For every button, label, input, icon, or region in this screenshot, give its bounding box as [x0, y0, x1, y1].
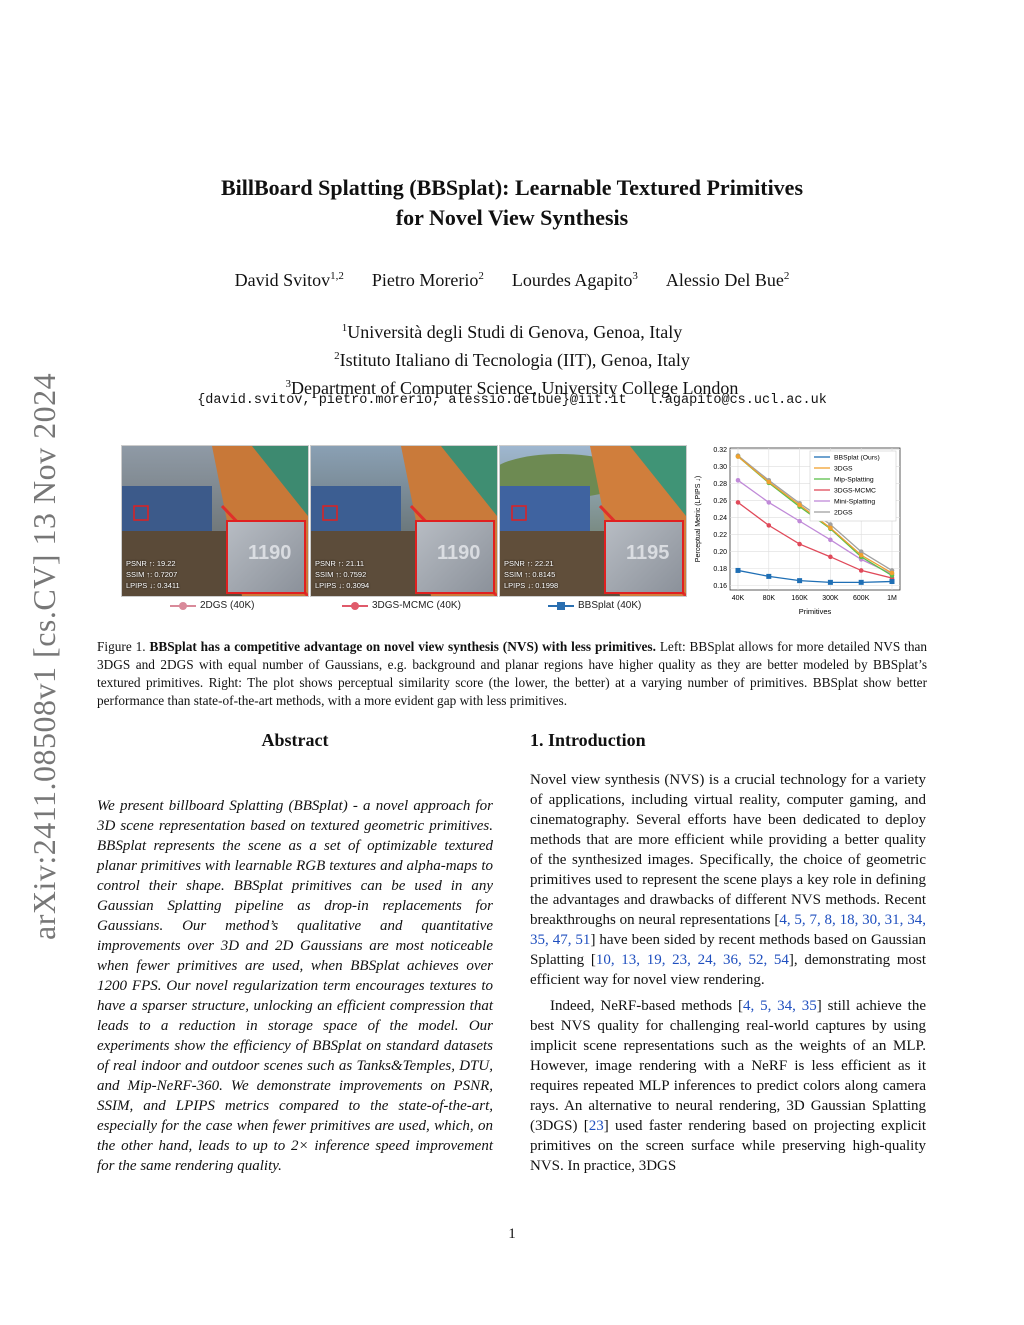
zoom-inset: 1190: [415, 520, 495, 594]
x-tick-label: 40K: [731, 595, 745, 602]
y-tick-label: 0.22: [713, 532, 727, 540]
data-point: [890, 579, 895, 584]
data-point: [859, 580, 864, 585]
emails: [0, 393, 1024, 408]
legend-label: Mini-Splatting: [834, 498, 876, 506]
legend-label: 3DGS: [834, 465, 853, 473]
y-tick-label: 0.24: [713, 515, 727, 523]
y-tick-label: 0.26: [713, 498, 727, 506]
citation-links[interactable]: 4, 5, 34, 35: [742, 998, 817, 1014]
figure-legend-2dgs: 2DGS (40K): [170, 600, 254, 611]
zoom-inset: 1190: [226, 520, 306, 594]
metrics-readout: PSNR ↑: 22.21 SSIM ↑: 0.8145 LPIPS ↓: 0.1998: [504, 559, 559, 590]
figure-caption: Figure 1. BBSplat has a competitive advantage on novel view synthesis (NVS) with less primitives. Left: BBSplat allows for more detailed NVS than 3DGS and 2DGS with equal number of Gaussians, e.g. background and planar regions have higher quality as they are better modeled by BBSplat’s textured primitives. Right: The plot shows perceptual similarity score (the lower, the better) at a varying number of primitives. BBSplat show better performance than state-of-the-art methods, with a more evident gap with less primitives.: [97, 639, 928, 708]
data-point: [828, 580, 833, 585]
affiliation: $^3$Department of Computer Science, University College London: [285, 378, 739, 398]
email-iit[interactable]: {david.svitov, pietro.morerio, alessio.delbue}@iit.it: [197, 393, 627, 408]
affiliation: $^2$Istituto Italiano di Tecnologia (IIT), Genoa, Italy: [334, 350, 690, 370]
render-panel-2dgs: [121, 445, 309, 597]
chart-y-axis-label: Perceptual Metric (LPIPS ↓): [695, 475, 702, 563]
introduction-body: [530, 770, 926, 1182]
x-tick-label: 160K: [791, 595, 808, 602]
data-point: [736, 500, 741, 505]
figure-legend-bbsplat: BBSplat (40K): [548, 600, 641, 611]
data-point: [736, 454, 741, 459]
data-point: [828, 538, 833, 543]
intro-paragraph: Novel view synthesis (NVS) is a crucial technology for a variety of applications, including virtual reality, computer gaming, and cinematography. Several efforts have been dedicated to deploy methods that are more efficient while providing a better quality of the synthesized images. Specifically, the choice of geometric primitives used to represent the scene plays a key role in defining the advantages and drawbacks of different NVS methods. Recent breakthroughs on neural representations [4, 5, 7, 8, 18, 30, 31, 34, 35, 47, 51] have been sided by recent methods based on Gaussian Splatting [10, 13, 19, 23, 24, 36, 52, 54], demonstrating most efficient way for novel view rendering.: [530, 772, 927, 988]
data-point: [828, 526, 833, 531]
data-point: [736, 478, 741, 483]
abstract-body: We present billboard Splatting (BBSplat) - a novel approach for 3D scene representation based on textured geometric primitives. BBSplat represents the scene as a set of optimizable textured planar primitives with learnable RGB textures and alpha-maps to control their shape. BBSplat primitives can be used in any Gaussian Splatting pipeline as drop-in replacements for Gaussians. Our method’s qualitative and quantitative improvements over 3D and 2D Gaussians are most noticeable when fewer primitives are used, when BBSplat achieves over 1200 FPS. Our novel regularization term encourages textures to have a sparser structure, unlocking an efficient compression that leads to a reduction in storage space of the model. Our experiments show the efficiency of BBSplat on standard datasets of real indoor and outdoor scenes such as Tanks&Temples, DTU, and Mip-NeRF-360. We demonstrate improvements on PSNR, SSIM, and LPIPS metrics compared to the state-of-the-art, especially for the case when fewer primitives are used, which, on the other hand, leads to up to 2× inference speed improvement for the same rendering quality.: [97, 798, 493, 1174]
metrics-readout: PSNR ↑: 19.22 SSIM ↑: 0.7207 LPIPS ↓: 0.3411: [126, 559, 180, 590]
legend-label: 2DGS: [834, 509, 853, 517]
metrics-readout: PSNR ↑: 21.11 SSIM ↑: 0.7592 LPIPS ↓: 0.3094: [315, 559, 370, 590]
abstract-heading: Abstract: [261, 730, 329, 750]
author: Pietro Morerio$^2$: [371, 270, 484, 290]
legend-label: 3DGS-MCMC: [834, 487, 876, 495]
render-panel-3dgs-mcmc: [310, 445, 498, 597]
affiliations: [0, 316, 1024, 400]
data-point: [797, 578, 802, 583]
y-tick-label: 0.16: [713, 583, 727, 591]
email-ucl[interactable]: l.agapito@cs.ucl.ac.uk: [648, 393, 827, 408]
lpips-line-chart: [690, 440, 915, 620]
page-number: 1: [508, 1226, 516, 1242]
data-point: [797, 503, 802, 508]
data-point: [767, 500, 772, 505]
y-tick-label: 0.28: [713, 481, 727, 489]
y-tick-label: 0.18: [713, 566, 727, 574]
author-list: [0, 270, 1024, 291]
x-tick-label: 600K: [853, 595, 870, 602]
citation-links[interactable]: 23: [588, 1118, 604, 1134]
citation-links[interactable]: 10, 13, 19, 23, 24, 36, 52, 54: [595, 952, 789, 968]
intro-paragraph: Indeed, NeRF-based methods [4, 5, 34, 35] still achieve the best NVS quality for challenging real-world captures by using implicit scene representations such as the weights of an MLP. However, image rendering with a NeRF is less efficient as it requires repeated MLP inferences to predict colors along camera rays. An alternative to neural rendering, 3D Gaussian Splatting (3DGS) [23] used faster rendering based on projecting explicit primitives on the screen surface while preserving high-quality NVS. In practice, 3DGS: [530, 998, 926, 1174]
author: Lourdes Agapito$^3$: [511, 270, 638, 290]
introduction-heading: 1. Introduction: [530, 730, 646, 750]
y-tick-label: 0.20: [713, 549, 727, 557]
legend-label: BBSplat (Ours): [834, 454, 880, 462]
legend-label: Mip-Splatting: [834, 476, 874, 484]
zoom-inset: 1195: [604, 520, 684, 594]
author: Alessio Del Bue$^2$: [665, 270, 790, 290]
data-point: [828, 555, 833, 560]
x-tick-label: 300K: [822, 595, 839, 602]
data-point: [767, 480, 772, 485]
y-tick-label: 0.30: [713, 464, 727, 472]
legend-box: [810, 451, 896, 521]
author: David Svitov$^{1,2}$: [234, 270, 344, 290]
chart-x-axis-label: Primitives: [798, 607, 832, 616]
data-point: [859, 553, 864, 558]
y-tick-label: 0.32: [713, 447, 727, 455]
arxiv-side-banner: arXiv:2411.08508v1 [cs.CV] 13 Nov 2024: [26, 372, 62, 940]
data-point: [797, 542, 802, 547]
affiliation: $^1$Università degli Studi di Genova, Genoa, Italy: [341, 322, 683, 342]
citation-links[interactable]: 4, 5, 7, 8, 18, 30, 31, 34, 35, 47, 51: [530, 912, 926, 948]
data-point: [797, 519, 802, 524]
data-point: [766, 574, 771, 579]
paper-title: [0, 173, 1024, 233]
data-point: [859, 568, 864, 573]
render-panel-bbsplat: [499, 445, 687, 597]
x-tick-label: 80K: [762, 595, 776, 602]
figure-legend-3dgs-mcmc: 3DGS-MCMC (40K): [342, 600, 461, 611]
title-line-1: BillBoard Splatting (BBSplat): Learnable Textured Primitives: [220, 175, 804, 200]
data-point: [767, 523, 772, 528]
data-point: [736, 568, 741, 573]
x-tick-label: 1M: [887, 595, 897, 602]
title-line-2: for Novel View Synthesis: [395, 205, 629, 230]
data-point: [890, 571, 895, 576]
